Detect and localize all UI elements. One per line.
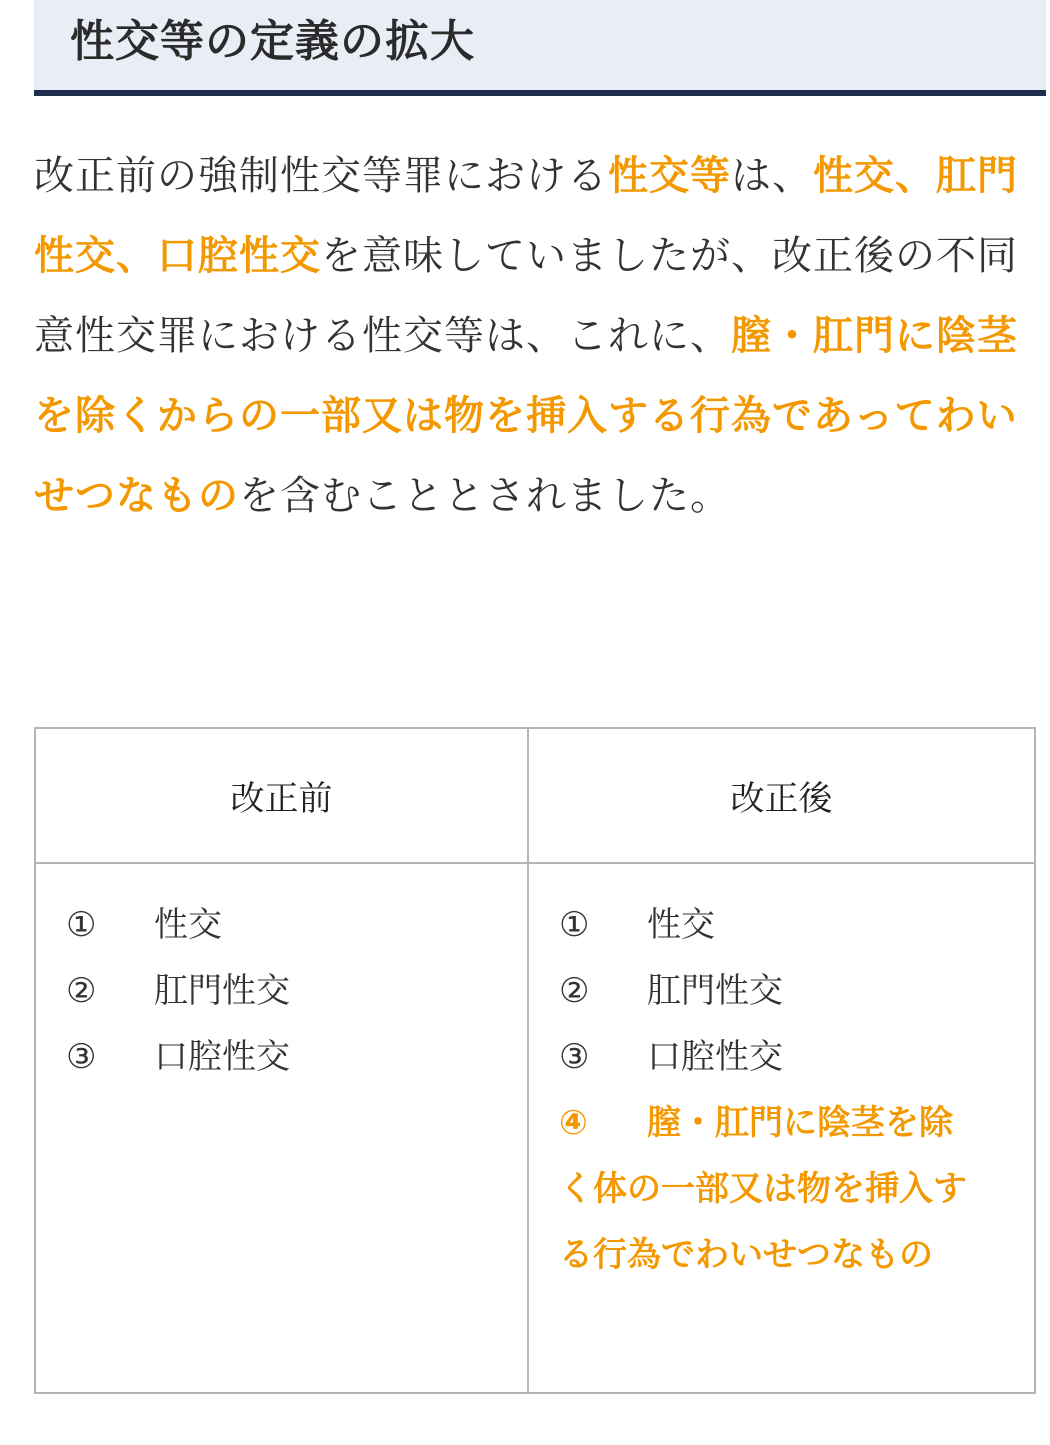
header-before: 改正前 [35, 728, 528, 863]
comparison-table [34, 727, 1036, 1394]
item-text: 口腔性交 [647, 1037, 783, 1077]
list-item-new [559, 1090, 979, 1288]
item-number: ② [66, 971, 97, 1011]
section-heading [34, 0, 1046, 96]
para-text-3: を意味していましたが、改正後の不同意性交罪における性交等は、これに、 [34, 233, 1018, 359]
para-highlight-1: 性交等 [608, 153, 731, 199]
table-body-row [35, 863, 1035, 1393]
item-text: 性交 [154, 905, 222, 945]
list-item [66, 1024, 497, 1090]
item-number: ① [66, 905, 97, 945]
item-text: 性交 [647, 905, 715, 945]
table-header-row [35, 728, 1035, 863]
item-number: ③ [66, 1037, 97, 1077]
list-item [66, 892, 497, 958]
list-item [559, 892, 1004, 958]
item-number: ③ [559, 1037, 590, 1077]
item-number: ① [559, 905, 590, 945]
before-cell [35, 863, 528, 1393]
intro-paragraph [34, 136, 1034, 536]
para-highlight-2: 性交、肛門性交、口腔性交 [34, 153, 1018, 279]
section-title: 性交等の定義の拡大 [70, 16, 475, 67]
para-text-2: は、 [731, 153, 813, 199]
item-text: 膣・肛門に陰茎を除く体の一部又は物を挿入する行為でわいせつなもの [559, 1103, 967, 1275]
item-number: ② [559, 971, 590, 1011]
list-item [559, 958, 1004, 1024]
item-number: ④ [559, 1103, 588, 1143]
list-item [66, 958, 497, 1024]
para-text-4: を含むこととされました。 [239, 473, 731, 519]
item-text: 肛門性交 [647, 971, 783, 1011]
after-cell [528, 863, 1035, 1393]
list-item [559, 1024, 1004, 1090]
item-text: 口腔性交 [154, 1037, 290, 1077]
item-text: 肛門性交 [154, 971, 290, 1011]
para-text-1: 改正前の強制性交等罪における [34, 153, 608, 199]
para-highlight-3: 膣・肛門に陰茎を除くからの一部又は物を挿入する行為であってわいせつなもの [34, 313, 1018, 519]
header-after: 改正後 [528, 728, 1035, 863]
